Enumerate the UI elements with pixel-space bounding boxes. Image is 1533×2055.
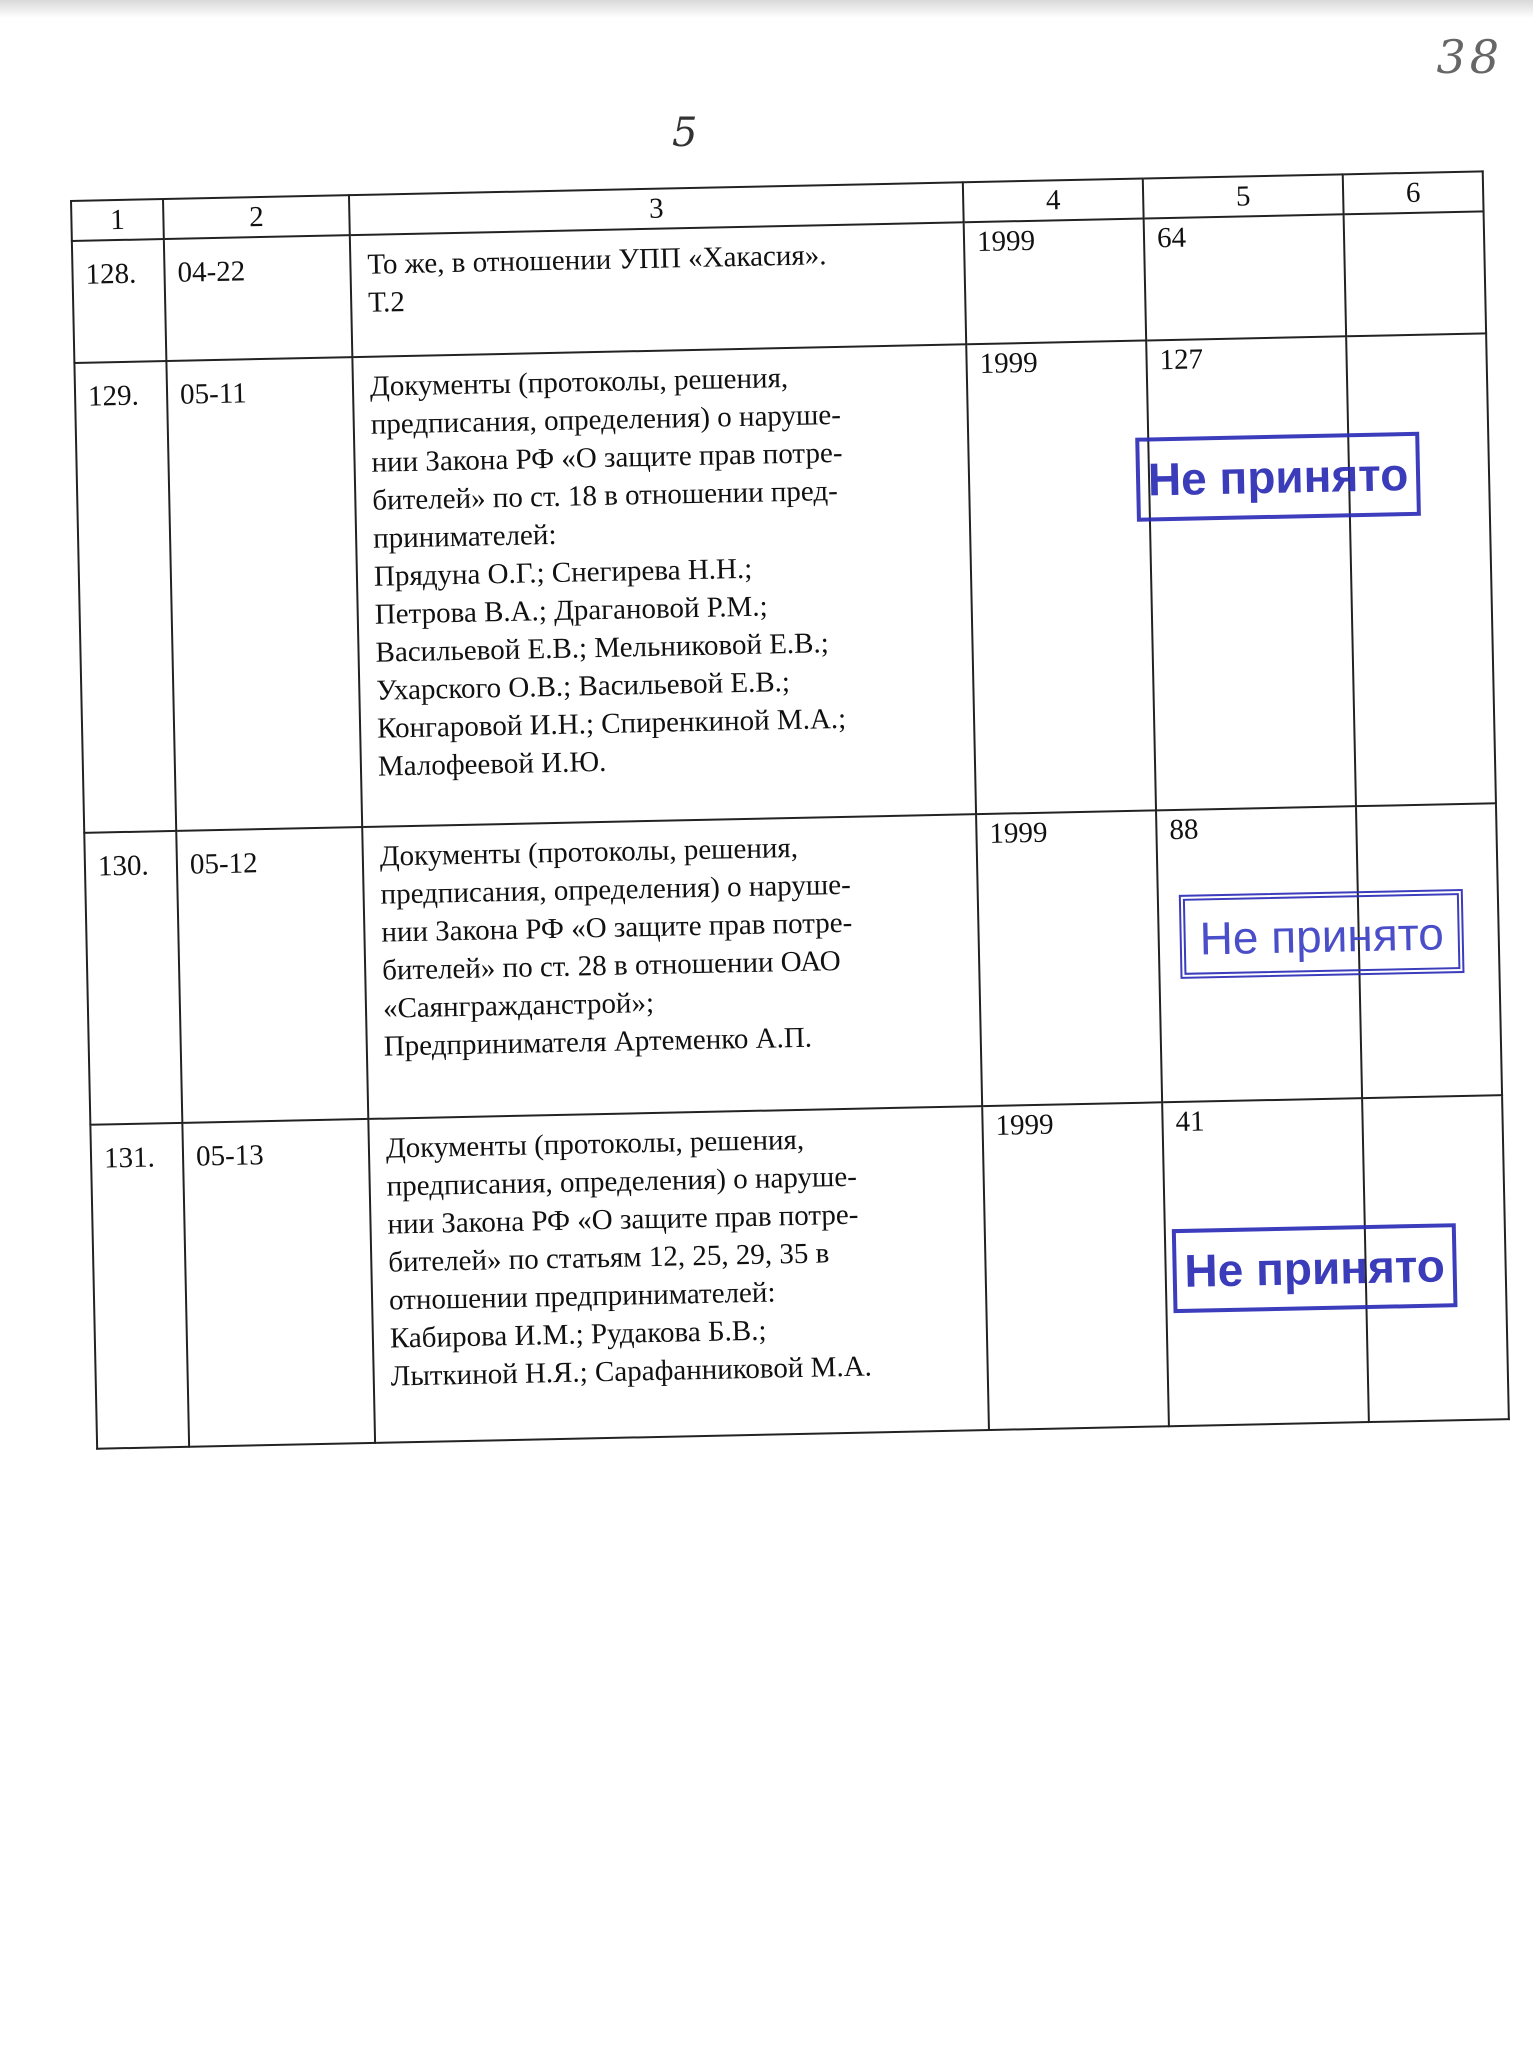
row-number: 128. <box>72 239 167 363</box>
sheet-count: 64 <box>1144 214 1347 340</box>
file-title: Документы (протоколы, решения, предписания, определения) о наруше- нии Закона РФ «О защите прав потре- бителей» по статьям 12, 25, 29, 35 в отношении предпринимателей: Кабирова И.М.; Рудакова Б.В.; Лыткиной Н.Я.; Сарафанниковой М.А. <box>368 1106 989 1443</box>
sheet-count: 88 <box>1169 813 1199 847</box>
file-title: То же, в отношении УПП «Хакасия». Т.2 <box>350 222 966 357</box>
file-year: 1999 <box>964 219 1147 345</box>
row-number: 130. <box>84 831 182 1125</box>
col-header-5: 5 <box>1143 174 1344 218</box>
sheet-count-cell <box>1146 336 1409 810</box>
note-cell <box>1346 333 1496 806</box>
row-number: 129. <box>74 361 176 833</box>
sheet-count-cell <box>1162 1098 1446 1426</box>
file-index: 05-13 <box>182 1119 375 1447</box>
sheet-count: 41 <box>1175 1105 1205 1139</box>
file-index: 05-12 <box>176 827 368 1123</box>
sheet-number: 38 <box>1436 30 1503 84</box>
file-year: 1999 <box>982 1102 1169 1430</box>
file-index: 05-11 <box>166 357 362 831</box>
file-year: 1999 <box>976 810 1162 1106</box>
not-accepted-stamp: Не принято <box>1179 889 1465 979</box>
table-row <box>84 803 1502 1125</box>
sheet-count: 127 <box>1159 343 1204 377</box>
not-accepted-stamp: Не принято <box>1172 1223 1458 1313</box>
col-header-3: 3 <box>349 182 964 235</box>
inventory-table <box>70 170 1510 1449</box>
file-index: 04-22 <box>164 235 353 361</box>
file-year: 1999 <box>966 340 1156 814</box>
col-header-6: 6 <box>1343 171 1484 214</box>
col-header-2: 2 <box>163 195 350 239</box>
page-top-edge <box>0 0 1533 18</box>
page-number: 5 <box>672 110 698 156</box>
col-header-4: 4 <box>963 179 1144 223</box>
file-title: Документы (протоколы, решения, предписания, определения) о наруше- нии Закона РФ «О защите прав потре- бителей» по ст. 28 в отношении ОАО «Саянгражданстрой»; Предпринимателя Артеменко А.П. <box>362 814 982 1119</box>
not-accepted-stamp: Не принято <box>1135 432 1421 522</box>
table-row <box>90 1095 1508 1448</box>
sheet-count-cell <box>1156 806 1445 1102</box>
col-header-1: 1 <box>71 199 164 241</box>
inventory-table-wrapper <box>70 170 1508 1449</box>
note-cell <box>1344 211 1487 336</box>
table-row <box>74 333 1496 832</box>
file-title: Документы (протоколы, решения, предписания, определения) о наруше- нии Закона РФ «О защите прав потре- бителей» по ст. 18 в отношении пред- принимателей: Прядуна О.Г.; Снегирева Н.Н.; Петрова В.А.; Драгановой Р.М.; Васильевой Е.В.; Мельниковой Е.В.; Ухарского О.В.; Васильевой Е.В.; Конгаровой И.Н.; Спиренкиной М.А.; Малофеевой И.Ю. <box>352 344 976 827</box>
row-number: 131. <box>90 1123 189 1449</box>
